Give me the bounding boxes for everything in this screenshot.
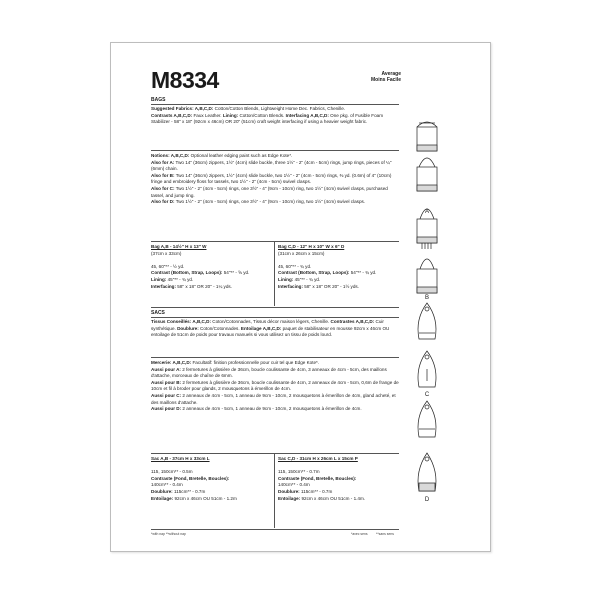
pattern-envelope-back <box>110 42 491 552</box>
difficulty-fr: Moins Facile <box>370 77 401 83</box>
notions-block-fr: Mercerie: A,B,C,D: Facultatif: finition professionnelle pour cuir tel que Edge Kote*. Aussi pour A: 2 fermetures à glissière de 36cm, boucle coulissante de 4cm, 3 anneaux de 4cm - 5cm, des maillons d'attache, morceaux de chaîne de 6mm. Aussi pour B: 2 fermetures à glissière de 36cm, boucle coulissante de 4cm, 2 anneaux de 4cm - 5cm, 0,6m de frange de 10cm et fil à broder pour glands, 2 mousquetons à émerillon de 4cm. Aussi pour C: 2 anneaux de 4cm - 5cm, 1 anneau de 9cm - 10cm, 2 mousquetons à émerillon de 4cm, gland acheté, et des maillons d'attache. Aussi pour D: 2 anneaux de 4cm - 5cm, 1 anneau de 9cm - 10cm, 2 mousquetons à émerillon de 4cm. <box>151 360 399 412</box>
section-heading-en: BAGS <box>151 97 166 103</box>
section-heading-fr: SACS <box>151 310 165 316</box>
yardage-bag-cd-en: Bag C,D - 12" H x 10" W x 6" D (31cm x 26cm x 15cm) 45, 60"** - ¾ yd. Contrast (Bottom, Strap, Loops): 54"** - ¾ yd. Lining: 45"** - ¾ yd. Interfacing: 58" x 18" OR 20" - 1½ yds. <box>278 244 377 289</box>
bag-line-art <box>413 119 453 539</box>
yardage-bag-ab-fr: Sac A,B - 37cm H x 33cm L 115, 150cm** - 0.5m Contraste (Fond, Bretelle, Boucles): 140cm** - 0.4m Doublure: 115cm** - 0.7m Entoilage: 92cm x 46cm OU 51cm - 1.2m <box>151 456 237 501</box>
difficulty-rating <box>351 71 401 83</box>
notions-block-en: Notions: A,B,C,D: Optional leather edging paint such as Edge Kote*. Also for A: Two 14" (36cm) zippers, 1½" (4cm) slide buckle, three 1½" - 2" (4cm - 5cm) rings, jump rings, pieces of ¼" (6mm) chain. Also for B: Two 14" (36cm) zippers, 1½" (4cm) slide buckle, two 1½" - 2" (4cm - 5cm) rings, ⅜ yd. (0.6m) of 4" (10cm) fringe and embroidery floss for tassels, two 1½" - 2" (4cm - 5cm) swivel clasps. Also for C: Two 1½" - 2" (4cm - 5cm) rings, one 3½" - 4" (9cm - 10cm) ring, two 1½" (4cm) swivel clasps, purchased tassel, and jump ring. Also for D: Two 1½" - 2" (4cm - 5cm) rings, one 3½" - 4" (9cm - 10cm) ring, two 1½" (4cm) swivel clasps. <box>151 153 392 205</box>
view-label-c: C <box>424 392 430 398</box>
yardage-bag-ab-en: Bag A,B - 14½" H x 13" W (37cm x 33cm) 45, 60"** - ½ yd. Contrast (Bottom, Strap, Loops): 54"** - ⅝ yd. Lining: 45"** - ¾ yd. Interfacing: 58" x 18" OR 20" - 1¼ yds. <box>151 244 250 289</box>
bag-view-a-front <box>417 122 437 151</box>
footnote-fr-with-nap: *avec sens <box>351 532 368 536</box>
bag-view-b-front <box>417 209 437 249</box>
divider <box>151 307 399 308</box>
column-divider <box>274 242 275 306</box>
bag-view-d-back <box>418 453 436 491</box>
view-label-b: B <box>424 295 429 301</box>
footnote-fr-without-nap: **sans sens <box>376 532 394 536</box>
bag-view-b-back <box>417 259 437 293</box>
difficulty-en: Average <box>381 71 401 77</box>
divider <box>151 241 399 242</box>
column-divider <box>274 454 275 528</box>
fabrics-block-en: Suggested Fabrics: A,B,C,D: Cotton/Cotton Blends, Lightweight Home Dec. Fabrics, Chenille. Contrasts A,B,C,D: Faux Leather. Lining: Cotton/Cotton Blends. Interfacing A,B,C,D: One pkg. of Fusible Foam Stabilizer - 58" x 18" (92cm x 46cm) OR 20" (51cm) craft weight interfacing if using a heavier weight fabric. <box>151 106 384 125</box>
view-label-a: A <box>424 209 429 215</box>
view-illustrations <box>413 119 453 544</box>
footnote-en: *with nap **without nap <box>151 532 186 536</box>
divider <box>151 357 399 358</box>
bag-view-d-front <box>418 401 436 437</box>
divider <box>151 104 399 105</box>
divider <box>151 453 399 454</box>
pattern-number: M8334 <box>151 67 219 93</box>
divider <box>151 529 399 530</box>
divider <box>151 317 399 318</box>
bag-view-c-back <box>418 351 436 387</box>
divider <box>151 150 399 151</box>
bag-view-c-front <box>418 303 436 339</box>
yardage-bag-cd-fr: Sac C,D - 31cm H x 26cm L x 15cm P 115, 150cm** - 0.7m Contraste (Fond, Bretelle, Boucles): 140cm** - 0.4m Doublure: 115cm** - 0.7m Entoilage: 92cm x 46cm OU 51cm - 1.4m. <box>278 456 366 501</box>
bag-view-a-back <box>417 158 437 191</box>
view-label-d: D <box>424 497 430 503</box>
fabrics-block-fr: Tissus Conseillés: A,B,C,D: Coton/Cotonnades, Tissus décor maison légers, Chenille. Contrastes A,B,C,D: Cuir synthétique. Doublure: Coton/Cotonnades. Entoilage A,B,C,D: paquet de stabilisateur en mousse 92cm x 46cm OU entoilage de 51cm de poids pour travaux manuels si vous utilisez un tissu de poids lourd. <box>151 319 390 338</box>
